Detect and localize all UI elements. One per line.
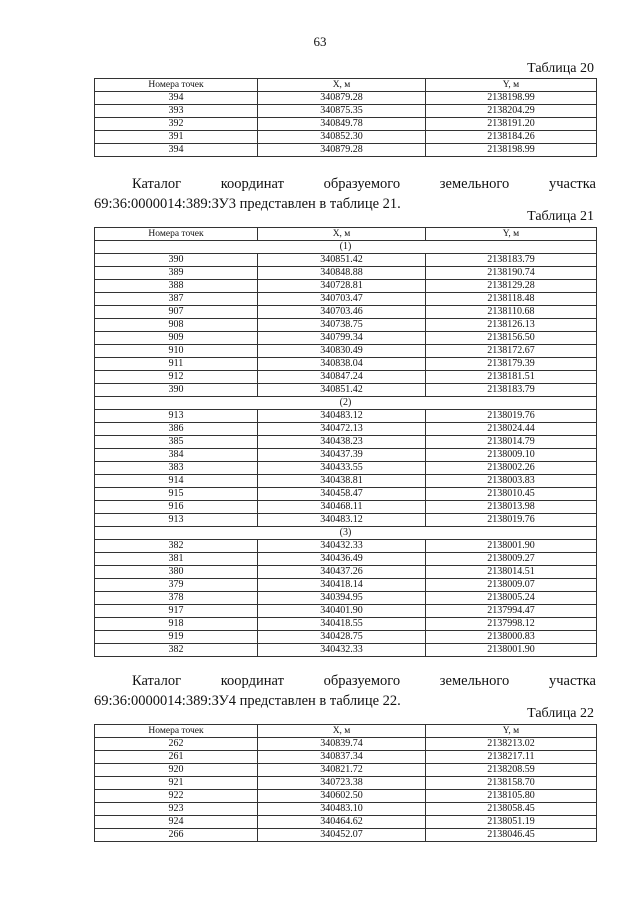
point-number-cell: 261 [95, 751, 258, 764]
point-number-cell: 381 [95, 553, 258, 566]
y-coordinate-cell: 2138118.48 [426, 293, 597, 306]
table-row [95, 293, 597, 306]
table-row [95, 345, 597, 358]
table-row [95, 751, 597, 764]
x-coordinate-cell: 340432.33 [258, 540, 426, 553]
x-coordinate-cell: 340847.24 [258, 371, 426, 384]
y-coordinate-cell: 2138198.99 [426, 144, 597, 157]
y-coordinate-cell: 2138172.67 [426, 345, 597, 358]
table-row [95, 738, 597, 751]
point-number-cell: 384 [95, 449, 258, 462]
x-coordinate-cell: 340879.28 [258, 144, 426, 157]
x-coordinate-cell: 340838.04 [258, 358, 426, 371]
y-coordinate-cell: 2138002.26 [426, 462, 597, 475]
point-number-cell: 909 [95, 332, 258, 345]
header-point-numbers: Номера точек [95, 79, 258, 92]
point-number-cell: 921 [95, 777, 258, 790]
point-number-cell: 262 [95, 738, 258, 751]
x-coordinate-cell: 340879.28 [258, 92, 426, 105]
point-number-cell: 394 [95, 92, 258, 105]
y-coordinate-cell: 2138183.79 [426, 384, 597, 397]
table-row [95, 566, 597, 579]
table-row [95, 475, 597, 488]
point-number-cell: 923 [95, 803, 258, 816]
point-number-cell: 910 [95, 345, 258, 358]
y-coordinate-cell: 2138129.28 [426, 280, 597, 293]
point-number-cell: 382 [95, 644, 258, 657]
y-coordinate-cell: 2138009.10 [426, 449, 597, 462]
x-coordinate-cell: 340839.74 [258, 738, 426, 751]
x-coordinate-cell: 340458.47 [258, 488, 426, 501]
table-row [95, 540, 597, 553]
point-number-cell: 915 [95, 488, 258, 501]
table-row [95, 803, 597, 816]
table-header-row [95, 725, 597, 738]
point-number-cell: 912 [95, 371, 258, 384]
x-coordinate-cell: 340437.26 [258, 566, 426, 579]
y-coordinate-cell: 2138156.50 [426, 332, 597, 345]
x-coordinate-cell: 340432.33 [258, 644, 426, 657]
x-coordinate-cell: 340830.49 [258, 345, 426, 358]
x-coordinate-cell: 340738.75 [258, 319, 426, 332]
point-number-cell: 908 [95, 319, 258, 332]
word: координат [220, 673, 284, 689]
y-coordinate-cell: 2138191.20 [426, 118, 597, 131]
table-row [95, 631, 597, 644]
x-coordinate-cell: 340837.34 [258, 751, 426, 764]
x-coordinate-cell: 340428.75 [258, 631, 426, 644]
y-coordinate-cell: 2138003.83 [426, 475, 597, 488]
word: земельного [439, 673, 510, 689]
point-number-cell: 386 [95, 423, 258, 436]
header-y: Y, м [426, 725, 597, 738]
page-number: 63 [313, 34, 327, 49]
group-label: (2) [95, 397, 597, 410]
point-number-cell: 392 [95, 118, 258, 131]
header-x: X, м [258, 79, 426, 92]
point-number-cell: 922 [95, 790, 258, 803]
table-row [95, 131, 597, 144]
point-number-cell: 919 [95, 631, 258, 644]
point-number-cell: 916 [95, 501, 258, 514]
header-x: X, м [258, 725, 426, 738]
point-number-cell: 391 [95, 131, 258, 144]
table-row [95, 644, 597, 657]
y-coordinate-cell: 2138204.29 [426, 105, 597, 118]
y-coordinate-cell: 2138183.79 [426, 254, 597, 267]
table-row [95, 254, 597, 267]
y-coordinate-cell: 2138208.59 [426, 764, 597, 777]
y-coordinate-cell: 2138181.51 [426, 371, 597, 384]
y-coordinate-cell: 2138010.45 [426, 488, 597, 501]
word: участка [548, 673, 596, 689]
table-row [95, 436, 597, 449]
table-row [95, 829, 597, 842]
header-y: Y, м [426, 228, 597, 241]
y-coordinate-cell: 2138058.45 [426, 803, 597, 816]
header-y: Y, м [426, 79, 597, 92]
group-label: (3) [95, 527, 597, 540]
x-coordinate-cell: 340483.10 [258, 803, 426, 816]
y-coordinate-cell: 2138213.02 [426, 738, 597, 751]
point-number-cell: 907 [95, 306, 258, 319]
point-number-cell: 913 [95, 410, 258, 423]
x-coordinate-cell: 340401.90 [258, 605, 426, 618]
point-number-cell: 393 [95, 105, 258, 118]
y-coordinate-cell: 2138051.19 [426, 816, 597, 829]
x-coordinate-cell: 340723.38 [258, 777, 426, 790]
point-number-cell: 383 [95, 462, 258, 475]
y-coordinate-cell: 2138009.07 [426, 579, 597, 592]
table-row [95, 816, 597, 829]
table-row [95, 280, 597, 293]
table-row [95, 501, 597, 514]
y-coordinate-cell: 2138014.51 [426, 566, 597, 579]
group-label-row [95, 527, 597, 540]
word: образуемого [323, 673, 401, 689]
table-row [95, 764, 597, 777]
y-coordinate-cell: 2138179.39 [426, 358, 597, 371]
table-row [95, 618, 597, 631]
table-row [95, 332, 597, 345]
table-22-caption: Таблица 22 [527, 706, 594, 721]
x-coordinate-cell: 340418.55 [258, 618, 426, 631]
table-row [95, 488, 597, 501]
x-coordinate-cell: 340875.35 [258, 105, 426, 118]
x-coordinate-cell: 340703.47 [258, 293, 426, 306]
word: участка [548, 176, 596, 192]
paragraph-line-1 [94, 174, 596, 194]
table-row [95, 371, 597, 384]
table-22 [94, 724, 597, 842]
point-number-cell: 382 [95, 540, 258, 553]
y-coordinate-cell: 2138024.44 [426, 423, 597, 436]
y-coordinate-cell: 2138019.76 [426, 410, 597, 423]
point-number-cell: 266 [95, 829, 258, 842]
y-coordinate-cell: 2138184.26 [426, 131, 597, 144]
y-coordinate-cell: 2138126.13 [426, 319, 597, 332]
header-point-numbers: Номера точек [95, 725, 258, 738]
table-21 [94, 227, 597, 657]
x-coordinate-cell: 340728.81 [258, 280, 426, 293]
x-coordinate-cell: 340849.78 [258, 118, 426, 131]
point-number-cell: 918 [95, 618, 258, 631]
table-row [95, 592, 597, 605]
table-row [95, 790, 597, 803]
word: земельного [439, 176, 510, 192]
table-header-row [95, 79, 597, 92]
y-coordinate-cell: 2138000.83 [426, 631, 597, 644]
table-row [95, 319, 597, 332]
table-20-caption: Таблица 20 [527, 61, 594, 76]
x-coordinate-cell: 340437.39 [258, 449, 426, 462]
point-number-cell: 389 [95, 267, 258, 280]
table-row [95, 105, 597, 118]
table-header-row [95, 228, 597, 241]
table-row [95, 384, 597, 397]
y-coordinate-cell: 2138001.90 [426, 540, 597, 553]
point-number-cell: 387 [95, 293, 258, 306]
point-number-cell: 379 [95, 579, 258, 592]
word: Каталог [132, 176, 182, 192]
x-coordinate-cell: 340468.11 [258, 501, 426, 514]
y-coordinate-cell: 2138009.27 [426, 553, 597, 566]
table-row [95, 514, 597, 527]
point-number-cell: 378 [95, 592, 258, 605]
word: Каталог [132, 673, 182, 689]
table-row [95, 306, 597, 319]
x-coordinate-cell: 340433.55 [258, 462, 426, 475]
paragraph-line-1 [94, 671, 596, 691]
paragraph-line-2: 69:36:0000014:389:ЗУ4 представлен в таблице 22. [94, 693, 401, 709]
catalog-paragraph-zu4 [94, 671, 596, 711]
x-coordinate-cell: 340436.49 [258, 553, 426, 566]
point-number-cell: 390 [95, 254, 258, 267]
x-coordinate-cell: 340464.62 [258, 816, 426, 829]
x-coordinate-cell: 340394.95 [258, 592, 426, 605]
point-number-cell: 924 [95, 816, 258, 829]
paragraph-line-2: 69:36:0000014:389:ЗУ3 представлен в таблице 21. [94, 196, 401, 212]
x-coordinate-cell: 340602.50 [258, 790, 426, 803]
x-coordinate-cell: 340472.13 [258, 423, 426, 436]
point-number-cell: 917 [95, 605, 258, 618]
table-21-caption: Таблица 21 [527, 209, 594, 224]
group-label: (1) [95, 241, 597, 254]
header-x: X, м [258, 228, 426, 241]
table-row [95, 144, 597, 157]
x-coordinate-cell: 340852.30 [258, 131, 426, 144]
x-coordinate-cell: 340821.72 [258, 764, 426, 777]
y-coordinate-cell: 2138019.76 [426, 514, 597, 527]
x-coordinate-cell: 340851.42 [258, 254, 426, 267]
y-coordinate-cell: 2138105.80 [426, 790, 597, 803]
point-number-cell: 920 [95, 764, 258, 777]
table-row [95, 579, 597, 592]
point-number-cell: 388 [95, 280, 258, 293]
point-number-cell: 911 [95, 358, 258, 371]
point-number-cell: 380 [95, 566, 258, 579]
y-coordinate-cell: 2138217.11 [426, 751, 597, 764]
y-coordinate-cell: 2138014.79 [426, 436, 597, 449]
x-coordinate-cell: 340851.42 [258, 384, 426, 397]
y-coordinate-cell: 2138190.74 [426, 267, 597, 280]
x-coordinate-cell: 340483.12 [258, 514, 426, 527]
word: образуемого [323, 176, 401, 192]
table-row [95, 605, 597, 618]
table-row [95, 410, 597, 423]
group-label-row [95, 241, 597, 254]
y-coordinate-cell: 2138001.90 [426, 644, 597, 657]
y-coordinate-cell: 2138013.98 [426, 501, 597, 514]
table-row [95, 92, 597, 105]
y-coordinate-cell: 2138046.45 [426, 829, 597, 842]
table-row [95, 449, 597, 462]
point-number-cell: 913 [95, 514, 258, 527]
y-coordinate-cell: 2138198.99 [426, 92, 597, 105]
y-coordinate-cell: 2137994.47 [426, 605, 597, 618]
y-coordinate-cell: 2138110.68 [426, 306, 597, 319]
y-coordinate-cell: 2138158.70 [426, 777, 597, 790]
x-coordinate-cell: 340438.81 [258, 475, 426, 488]
point-number-cell: 390 [95, 384, 258, 397]
x-coordinate-cell: 340438.23 [258, 436, 426, 449]
point-number-cell: 385 [95, 436, 258, 449]
table-row [95, 267, 597, 280]
x-coordinate-cell: 340418.14 [258, 579, 426, 592]
word: координат [220, 176, 284, 192]
header-point-numbers: Номера точек [95, 228, 258, 241]
y-coordinate-cell: 2137998.12 [426, 618, 597, 631]
x-coordinate-cell: 340799.34 [258, 332, 426, 345]
x-coordinate-cell: 340848.88 [258, 267, 426, 280]
point-number-cell: 394 [95, 144, 258, 157]
point-number-cell: 914 [95, 475, 258, 488]
table-row [95, 358, 597, 371]
table-20 [94, 78, 597, 157]
table-row [95, 777, 597, 790]
x-coordinate-cell: 340483.12 [258, 410, 426, 423]
group-label-row [95, 397, 597, 410]
x-coordinate-cell: 340703.46 [258, 306, 426, 319]
x-coordinate-cell: 340452.07 [258, 829, 426, 842]
table-row [95, 423, 597, 436]
table-row [95, 462, 597, 475]
table-row [95, 553, 597, 566]
y-coordinate-cell: 2138005.24 [426, 592, 597, 605]
table-row [95, 118, 597, 131]
catalog-paragraph-zu3 [94, 174, 596, 214]
